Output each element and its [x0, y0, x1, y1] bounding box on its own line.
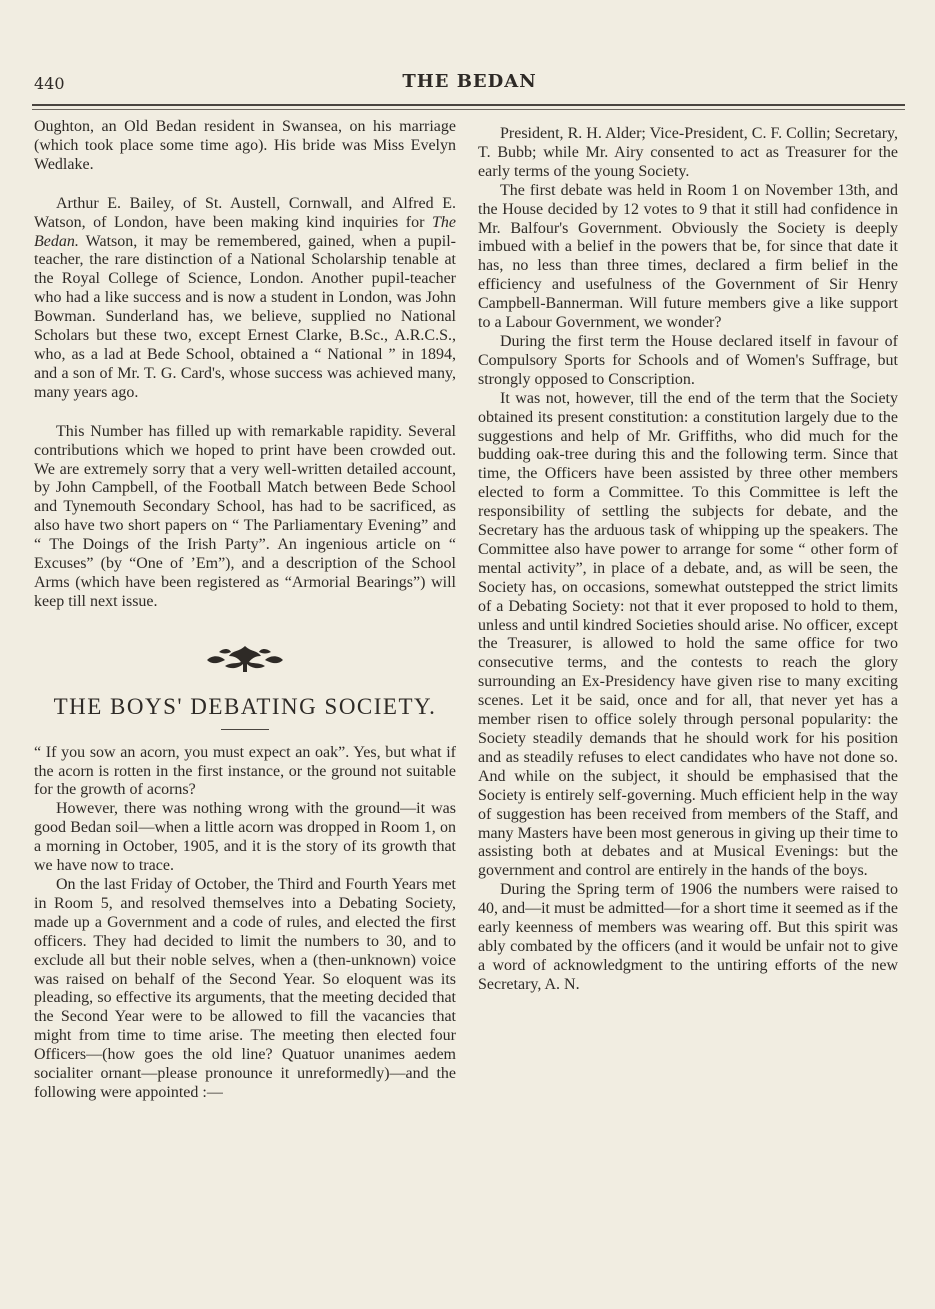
paragraph: However, there was nothing wrong with the ground—it was good Bedan soil—when a little acorn was dropped in Room 1, on a morning in October, 1905, and it is the story of its growth that we have now to trace.: [34, 800, 456, 875]
paragraph: The first debate was held in Room 1 on November 13th, and the House decided by 12 votes to 9 that it still had confidence in Mr. Balfour's Government. Obviously the Society is deeply imbued with a belief in the powers that be, for since that date it has, no less than three times, declared a firm belief in the efficiency and usefulness of the Government of Sir Henry Campbell-Bannerman. Will future members give a like support to a Labour Government, we wonder?: [478, 181, 898, 332]
header-rule-thin: [32, 109, 905, 110]
paragraph: During the Spring term of 1906 the numbers were raised to 40, and—it must be admitted—for a short time it seemed as if the early keenness of members was wearing off. But this spirit was ably combated by the officers (and it would be unfair not to give a word of acknowledgment to the untiring efforts of the new Secretary, A. N.: [478, 881, 898, 993]
paragraph: [34, 195, 456, 403]
page-number: 440: [34, 74, 65, 93]
paragraph: During the first term the House declared itself in favour of Compulsory Sports for Schools and of Women's Suffrage, but strongly opposed to Conscription.: [478, 332, 898, 388]
paragraph: Oughton, an Old Bedan resident in Swansea, on his marriage (which took place some time ago). His bride was Miss Evelyn Wedlake.: [34, 118, 456, 173]
page-header: [34, 62, 905, 98]
paragraph: On the last Friday of October, the Third and Fourth Years met in Room 5, and resolved themselves into a Debating Society, made up a Government and a code of rules, and elected the first officers. They had decided to limit the numbers to 30, and to exclude all but their noble selves, when a (then-unknown) voice was raised on behalf of the Second Year. So eloquent was its pleading, so effective its arguments, that the meeting decided that the Second Year were to be allowed to fill the vacancies that might from time to time arise. The meeting then elected four Officers—(how goes the old line? Quatuor unanimes aedem socialiter ornant—please pronounce it unreformedly)—and the following were appointed :—: [34, 876, 456, 1101]
paragraph: “ If you sow an acorn, you must expect an oak”. Yes, but what if the acorn is rotten in the first instance, or the ground not suitable for the growth of acorns?: [34, 743, 456, 799]
running-title: THE BEDAN: [402, 71, 537, 92]
paragraph-text: Arthur E. Bailey, of St. Austell, Cornwall, and Alfred E. Watson, of London, have been making kind inquiries for: [34, 194, 456, 231]
paragraph: This Number has filled up with remarkable rapidity. Several contributions which we hoped to print have been crowded out. We are extremely sorry that a very well-written detailed account, by John Campbell, of the Football Match between Bede School and Tynemouth Secondary School, has had to be sacrificed, as also have two short papers on “ The Parliamentary Evening” and “ The Doings of the Irish Party”. An ingenious article on “ Excuses” (by “One of ’Em”), and a description of the School Arms (which have been registered as “Armorial Bearings”) will keep till next issue.: [34, 422, 456, 610]
paragraph-text: Watson, it may be remembered, gained, when a pupil-teacher, the rare distinction of a National Scholarship tenable at the Royal College of Science, London. Another pupil-teacher who had a like success and is now a student in London, was John Bowman. Sunderland has, we believe, supplied no National Scholars but these two, except Ernest Clarke, B.Sc., A.R.C.S., who, as a lad at Bede School, obtained a “ National ” in 1894, and a son of Mr. T. G. Card's, whose success was achieved many, many years ago.: [34, 232, 456, 401]
right-column: [478, 125, 898, 995]
header-rule: [32, 104, 905, 106]
section-heading: THE BOYS' DEBATING SOCIETY.: [53, 693, 437, 719]
paragraph: President, R. H. Alder; Vice-President, C. F. Collin; Secretary, T. Bubb; while Mr. Airy consented to act as Treasurer for the early terms of the young Society.: [478, 125, 898, 180]
left-column: [34, 118, 456, 1103]
heading-rule: [221, 729, 269, 730]
paragraph: It was not, however, till the end of the term that the Society obtained its present constitution: a constitution largely due to the suggestions and help of Mr. Griffiths, who did much for the budding oak-tree during this and the following term. Since that time, the Officers have been assisted by three other members elected to form a Committee. To this Committee is left the responsibility of settling the subjects for debate, and the Secretary has the arduous task of whipping up the speakers. The Committee also have power to arrange for some “ other form of mental activity”, in place of a debate, and, as will be seen, the Society has, on occasions, somewhat outstepped the strict limits of a Debating Society: not that it ever proposed to hold to them, unless and until kindred Societies should arise. No officer, except the Treasurer, is allowed to hold the same office for two consecutive terms, and the contests to reach the glory surrounding an Ex-Presidency have given rise to many exciting scenes. Let it be said, once and for all, that never yet has a member risen to office solely through personal popularity: the Society steadily demands that he should work for his position and as steadily refuses to elect candidates who have not done so. And while on the subject, it should be emphasised that the Society is entirely self-governing. Much efficient help in the way of suggestion has been received from members of the Staff, and many Masters have been most generous in giving up their time to assisting both at debates and at Musical Evenings: but the government and control are entirely in the hands of the boys.: [478, 389, 898, 880]
magazine-title-italic: The Bedan.: [34, 213, 456, 250]
fleuron-ornament-icon: [203, 638, 287, 678]
